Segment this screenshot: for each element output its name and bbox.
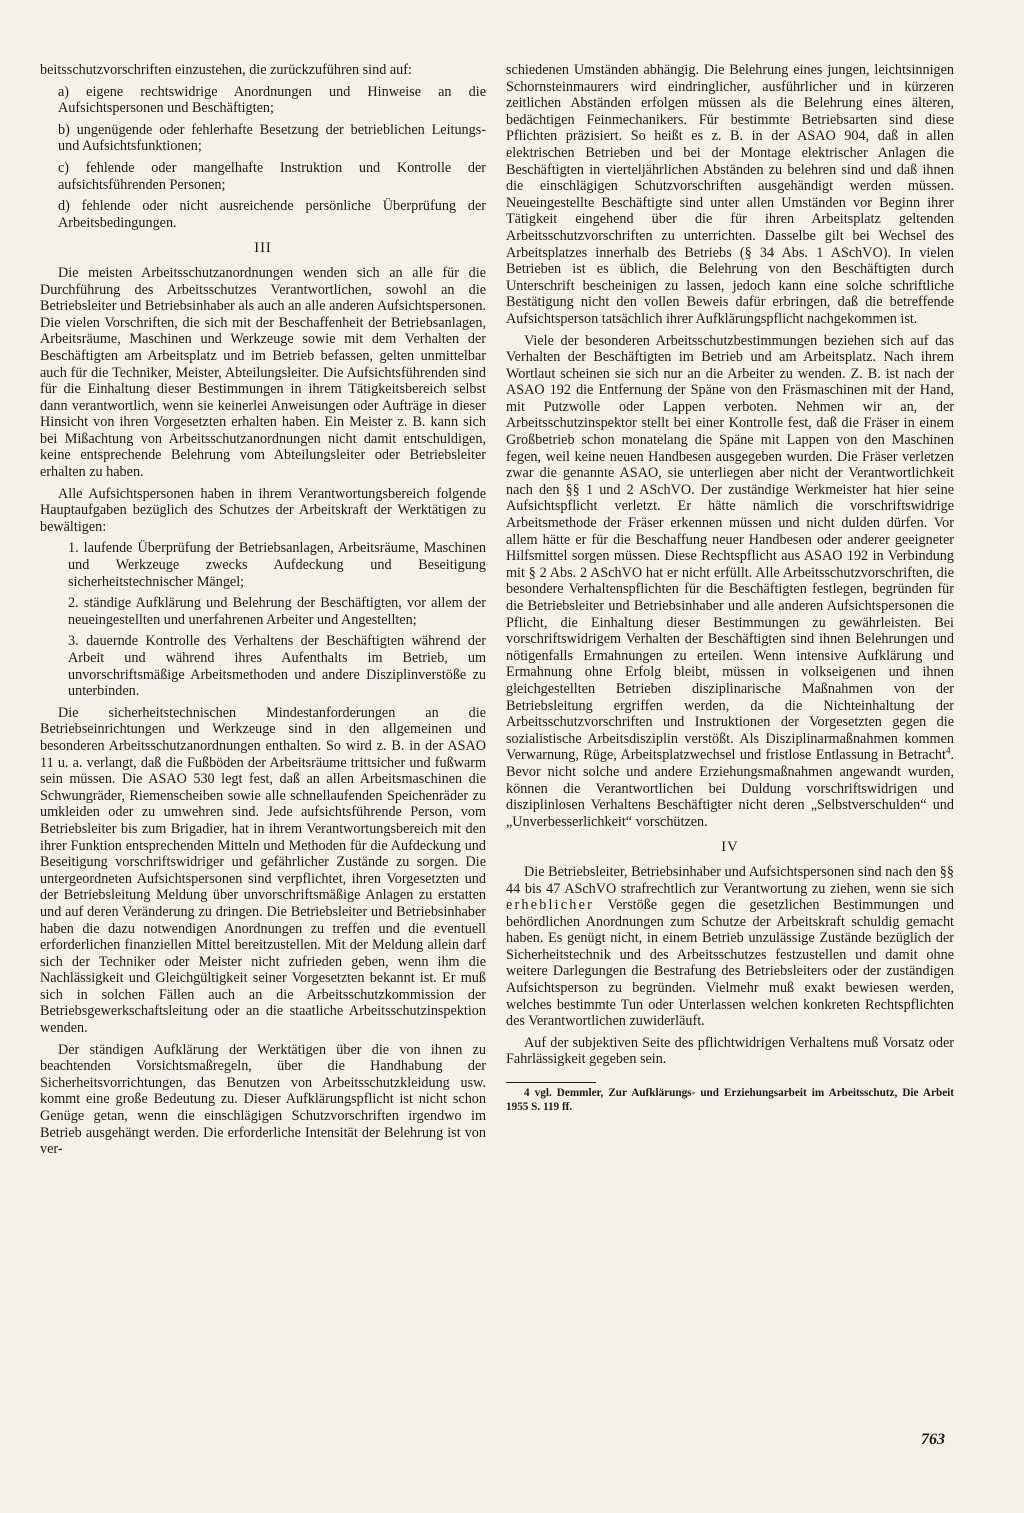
- body-paragraph: Der ständigen Aufklärung der Werktätigen über die von ihnen zu beachtenden Vorsichtsmaßregeln, über die Handhabung der Sicherheitsvorrichtungen, das Benutzen von Arbeitsschutzkleidung usw. kommt eine große Bedeutung zu. Dieser Aufklärungspflicht ist nicht schon Genüge getan, wenn die einschlägigen Schutzvorschriften irgendwo im Betrieb ausgehängt werden. Die erforderliche Intensität der Belehrung ist von ver-: [40, 1041, 486, 1158]
- list-item-a: a) eigene rechtswidrige Anordnungen und Hinweise an die Aufsichtspersonen und Beschäftigten;: [58, 83, 486, 117]
- body-paragraph: [506, 333, 954, 831]
- body-paragraph: Die meisten Arbeitsschutzanordnungen wenden sich an alle für die Durchführung des Arbeitsschutzes Verantwortlichen, sowohl an die Betriebsleiter und Betriebsinhaber als auch an alle anderen Aufsichtspersonen. Die vielen Vorschriften, die sich mit der Beschaffenheit der Betriebsanlagen, Arbeitsräume, Maschinen und Werkzeuge sowie mit dem Verhalten der Beschäftigten am Arbeitsplatz und im Betrieb befassen, gelten unmittelbar auch für die Techniker, Meister, Abteilungsleiter. Die Aufsichtsführenden sind für die Einhaltung dieser Bestimmungen in ihrem Tätigkeitsbereich selbst dann verantwortlich, wenn sie keinerlei Anweisungen oder Aufträge in dieser Hinsicht von ihren Vorgesetzten erhalten haben. Ein Meister z. B. kann sich bei Mißachtung von Arbeitsschutzanordnungen nicht damit entschuldigen, keine entsprechende Belehrung vom Abteilungsleiter oder Betriebsleiter erhalten zu haben.: [40, 264, 486, 481]
- footnote: 4 vgl. Demmler, Zur Aufklärungs- und Erziehungsarbeit im Arbeitsschutz, Die Arbeit 1955 S. 119 ff.: [506, 1087, 954, 1113]
- list-item-d: d) fehlende oder nicht ausreichende persönliche Überprüfung der Arbeitsbedingungen.: [58, 198, 486, 231]
- body-paragraph: [506, 864, 954, 1030]
- list-item-b: b) ungenügende oder fehlerhafte Besetzung der betrieblichen Leitungs- und Aufsichtsfunktionen;: [58, 121, 486, 155]
- section-heading-iv: IV: [721, 839, 739, 856]
- task-item-1: 1. laufende Überprüfung der Betriebsanlagen, Arbeitsräume, Maschinen und Werkzeuge zwecks Aufdeckung und Beseitigung sicherheitstechnischer Mängel;: [68, 540, 486, 590]
- paragraph-text: Die Betriebsleiter, Betriebsinhaber und Aufsichtspersonen sind nach den §§ 44 bis 47 ASchVO strafrechtlich zur Verantwortung zu ziehen, wenn sie sich: [506, 863, 954, 897]
- paragraph-text: . Bevor nicht solche und andere Erziehungsmaßnahmen angewandt wurden, können die Verantwortlichen bei Duldung vorschriftswidrigen und disziplinlosen Verhaltens Beschäftigter nicht deren „Selbstverschulden“ und „Unverbesserlichkeit“ vorschützen.: [506, 747, 954, 830]
- paragraph-text: Viele der besonderen Arbeitsschutzbestimmungen beziehen sich auf das Verhalten der Beschäftigten im Betrieb und am Arbeitsplatz. Nach ihrem Wortlaut scheinen sie sich nur an die Arbeiter zu wenden. Z. B. ist nach der ASAO 192 die Entfernung der Späne von den Fräsmaschinen mit der Hand, mit Putzwolle oder Lappen verboten. Nehmen wir an, der Arbeitsschutzinspektor stellt bei einer Kontrolle fest, daß die Fräser in einem Großbetrieb schon monatelang die Späne mit Lappen von den Maschinen fegen, weil keine neuen Handbesen ausgegeben wurden. Die Fräser verletzen zwar die genannte ASAO, sie unterliegen aber nicht der Verantwortlichkeit nach den §§ 1 und 2 ASchVO. Der zuständige Werkmeister hat hier seine Aufsichtspflicht verletzt. Er hätte nämlich die vorschriftswidrige Arbeitsmethode der Fräser erkennen müssen und nicht dulden dürfen. Vor allem hätte er für die Beschaffung neuer Handbesen oder anderer geeigneter Hilfsmittel sorgen müssen. Diese Rechtspflicht aus ASAO 192 in Verbindung mit § 2 Abs. 2 ASchVO hat er nicht erfüllt. Alle Arbeitsschutzvorschriften, die besondere Verhaltenspflichten für die Beschäftigten festlegen, begründen für die Betriebsleiter und Betriebsinhaber und alle anderen Aufsichtspersonen die Pflicht, die Einhaltung dieser Bestimmungen zu gewährleisten. Bei vorschriftswidrigem Verhalten der Beschäftigten sind ihnen Belehrungen und nötigenfalls Ermahnungen zu erteilen. Wenn intensive Aufklärung und Ermahnung ohne Erfolg bleibt, müssen in volkseigenen und ihnen gleichgestellten Betrieben disziplinarische Maßnahmen von der Betriebsleitung ergriffen werden, da die Nichteinhaltung der Arbeitsschutzvorschriften und Instruktionen der Vorgesetzten gegen die sozialistische Arbeitsdisziplin verstößt. Als Disziplinarmaßnahmen kommen Verwarnung, Rüge, Arbeitsplatzwechsel und fristlose Entlassung in Betracht: [506, 332, 954, 764]
- task-item-2: 2. ständige Aufklärung und Belehrung der Beschäftigten, vor allem der neueingestellten und unerfahrenen Arbeiter und Angestellten;: [68, 595, 486, 628]
- body-paragraph: schiedenen Umständen abhängig. Die Belehrung eines jungen, leichtsinnigen Schornsteinmaurers wird eindringlicher, ausführlicher und in kürzeren zeitlichen Abständen erfolgen müssen als die Belehrung eines älteren, bedächtigen Feinmechanikers. Für bestimmte Betriebsarten sind diese Pflichten präzisiert. So heißt es z. B. in der ASAO 904, daß in allen elektrischen Betrieben und bei der Montage elektrischer Anlagen die Beschäftigten in vierteljährlichen Abständen zu belehren sind und daß ihnen die einschlägigen Schutzvorschriften ausgehändigt werden müssen. Neueingestellte Beschäftigte sind unter allen Umständen vor Beginn ihrer Tätigkeit eingehend über die für ihren Arbeitsplatz geltenden Arbeitsschutzvorschriften zu unterrichten. Dasselbe gilt bei Wechsel des Arbeitsplatzes innerhalb des Betriebs (§ 34 Abs. 1 ASchVO). In vielen Betrieben ist es üblich, die Belehrung von den Beschäftigten durch Unterschrift bescheinigen zu lassen, jedoch kann eine solche schriftliche Bestätigung nicht den vollen Beweis dafür erbringen, daß die betreffende Aufsichtsperson tatsächlich ihrer Aufklärungspflicht nachgekommen ist.: [506, 62, 954, 327]
- intro-paragraph: beitsschutzvorschriften einzustehen, die zurückzuführen sind auf:: [40, 62, 412, 78]
- body-paragraph: Auf der subjektiven Seite des pflichtwidrigen Verhaltens muß Vorsatz oder Fahrlässigkeit gegeben sein.: [506, 1034, 954, 1068]
- footnote-divider: [506, 1082, 596, 1083]
- left-column: [40, 62, 486, 1163]
- paragraph-text: Verstöße gegen die gesetzlichen Bestimmungen und behördlichen Anordnungen zum Schutze der Arbeitskraft schuldig gemacht haben. Es genügt nicht, in einem Betrieb unzulässige Zustände bezüglich der Sicherheitstechnik und des Arbeitsschutzes festzustellen und damit ohne weitere Darlegungen die Bestrafung des Betriebsleiters oder der zuständigen Aufsichtsperson zu begründen. Vielmehr muß exakt bewiesen werden, welches bestimmte Tun oder Unterlassen welchen konkreten Rechtspflichten des Verantwortlichen zuwiderläuft.: [506, 897, 954, 1030]
- body-paragraph: Alle Aufsichtspersonen haben in ihrem Verantwortungsbereich folgende Hauptaufgaben bezüglich des Schutzes der Arbeitskraft der Werktätigen zu bewältigen:: [40, 485, 486, 535]
- task-item-3: 3. dauernde Kontrolle des Verhaltens der Beschäftigten während der Arbeit und während ihres Aufenthalts im Betrieb, um unvorschriftsmäßige Arbeitsmethoden und andere Disziplinverstöße zu unterbinden.: [68, 633, 486, 700]
- page-number: 763: [921, 1431, 945, 1448]
- right-column: [506, 62, 954, 1119]
- footnote-reference: 4: [945, 745, 951, 756]
- emphasized-text: erheblicher: [506, 897, 595, 914]
- section-heading-iii: III: [254, 240, 272, 257]
- list-item-c: c) fehlende oder mangelhafte Instruktion und Kontrolle der aufsichtsführenden Personen;: [58, 159, 486, 193]
- body-paragraph: Die sicherheitstechnischen Mindestanforderungen an die Betriebseinrichtungen und Werkzeuge sind in den allgemeinen und besonderen Arbeitsschutzanordnungen enthalten. So wird z. B. in der ASAO 11 u. a. verlangt, daß die Fußböden der Arbeitsräume trittsicher und fußwarm sein müssen. Die ASAO 530 legt fest, daß an allen Arbeitsmaschinen die Schwungräder, Riemenscheiben sowie alle schnellaufenden Speichenräder zu umkleiden oder zu umwehren sind. Jede aufsichtsführende Person, vom Betriebsleiter bis zum Brigadier, hat in ihrem Verantwortungsbereich mit den ihrer Funktion entsprechenden Mitteln und Methoden für die Aufdeckung und Beseitigung vorschriftswidriger und gefährlicher Zustände zu sorgen. Die untergeordneten Aufsichtspersonen sind verpflichtet, ihren Vorgesetzten und der Betriebsleitung Meldung über unvorschriftsmäßige Anlagen zu erstatten und auf deren Veränderung zu dringen. Die Betriebsleiter und Betriebsinhaber haben die dazu notwendigen Anordnungen zu treffen und die eventuell erforderlichen finanziellen Mittel bereitzustellen. Mit der Meldung allein darf sich der Techniker oder Meister nicht zufrieden geben, wenn ihm die Nachlässigkeit und Gleichgültigkeit seiner Vorgesetzten bekannt ist. Er muß sich in solchen Fällen auch an die Arbeitsschutzkommission der Betriebsgewerkschaftsleitung oder an die staatliche Arbeitsschutzinspektion wenden.: [40, 704, 486, 1037]
